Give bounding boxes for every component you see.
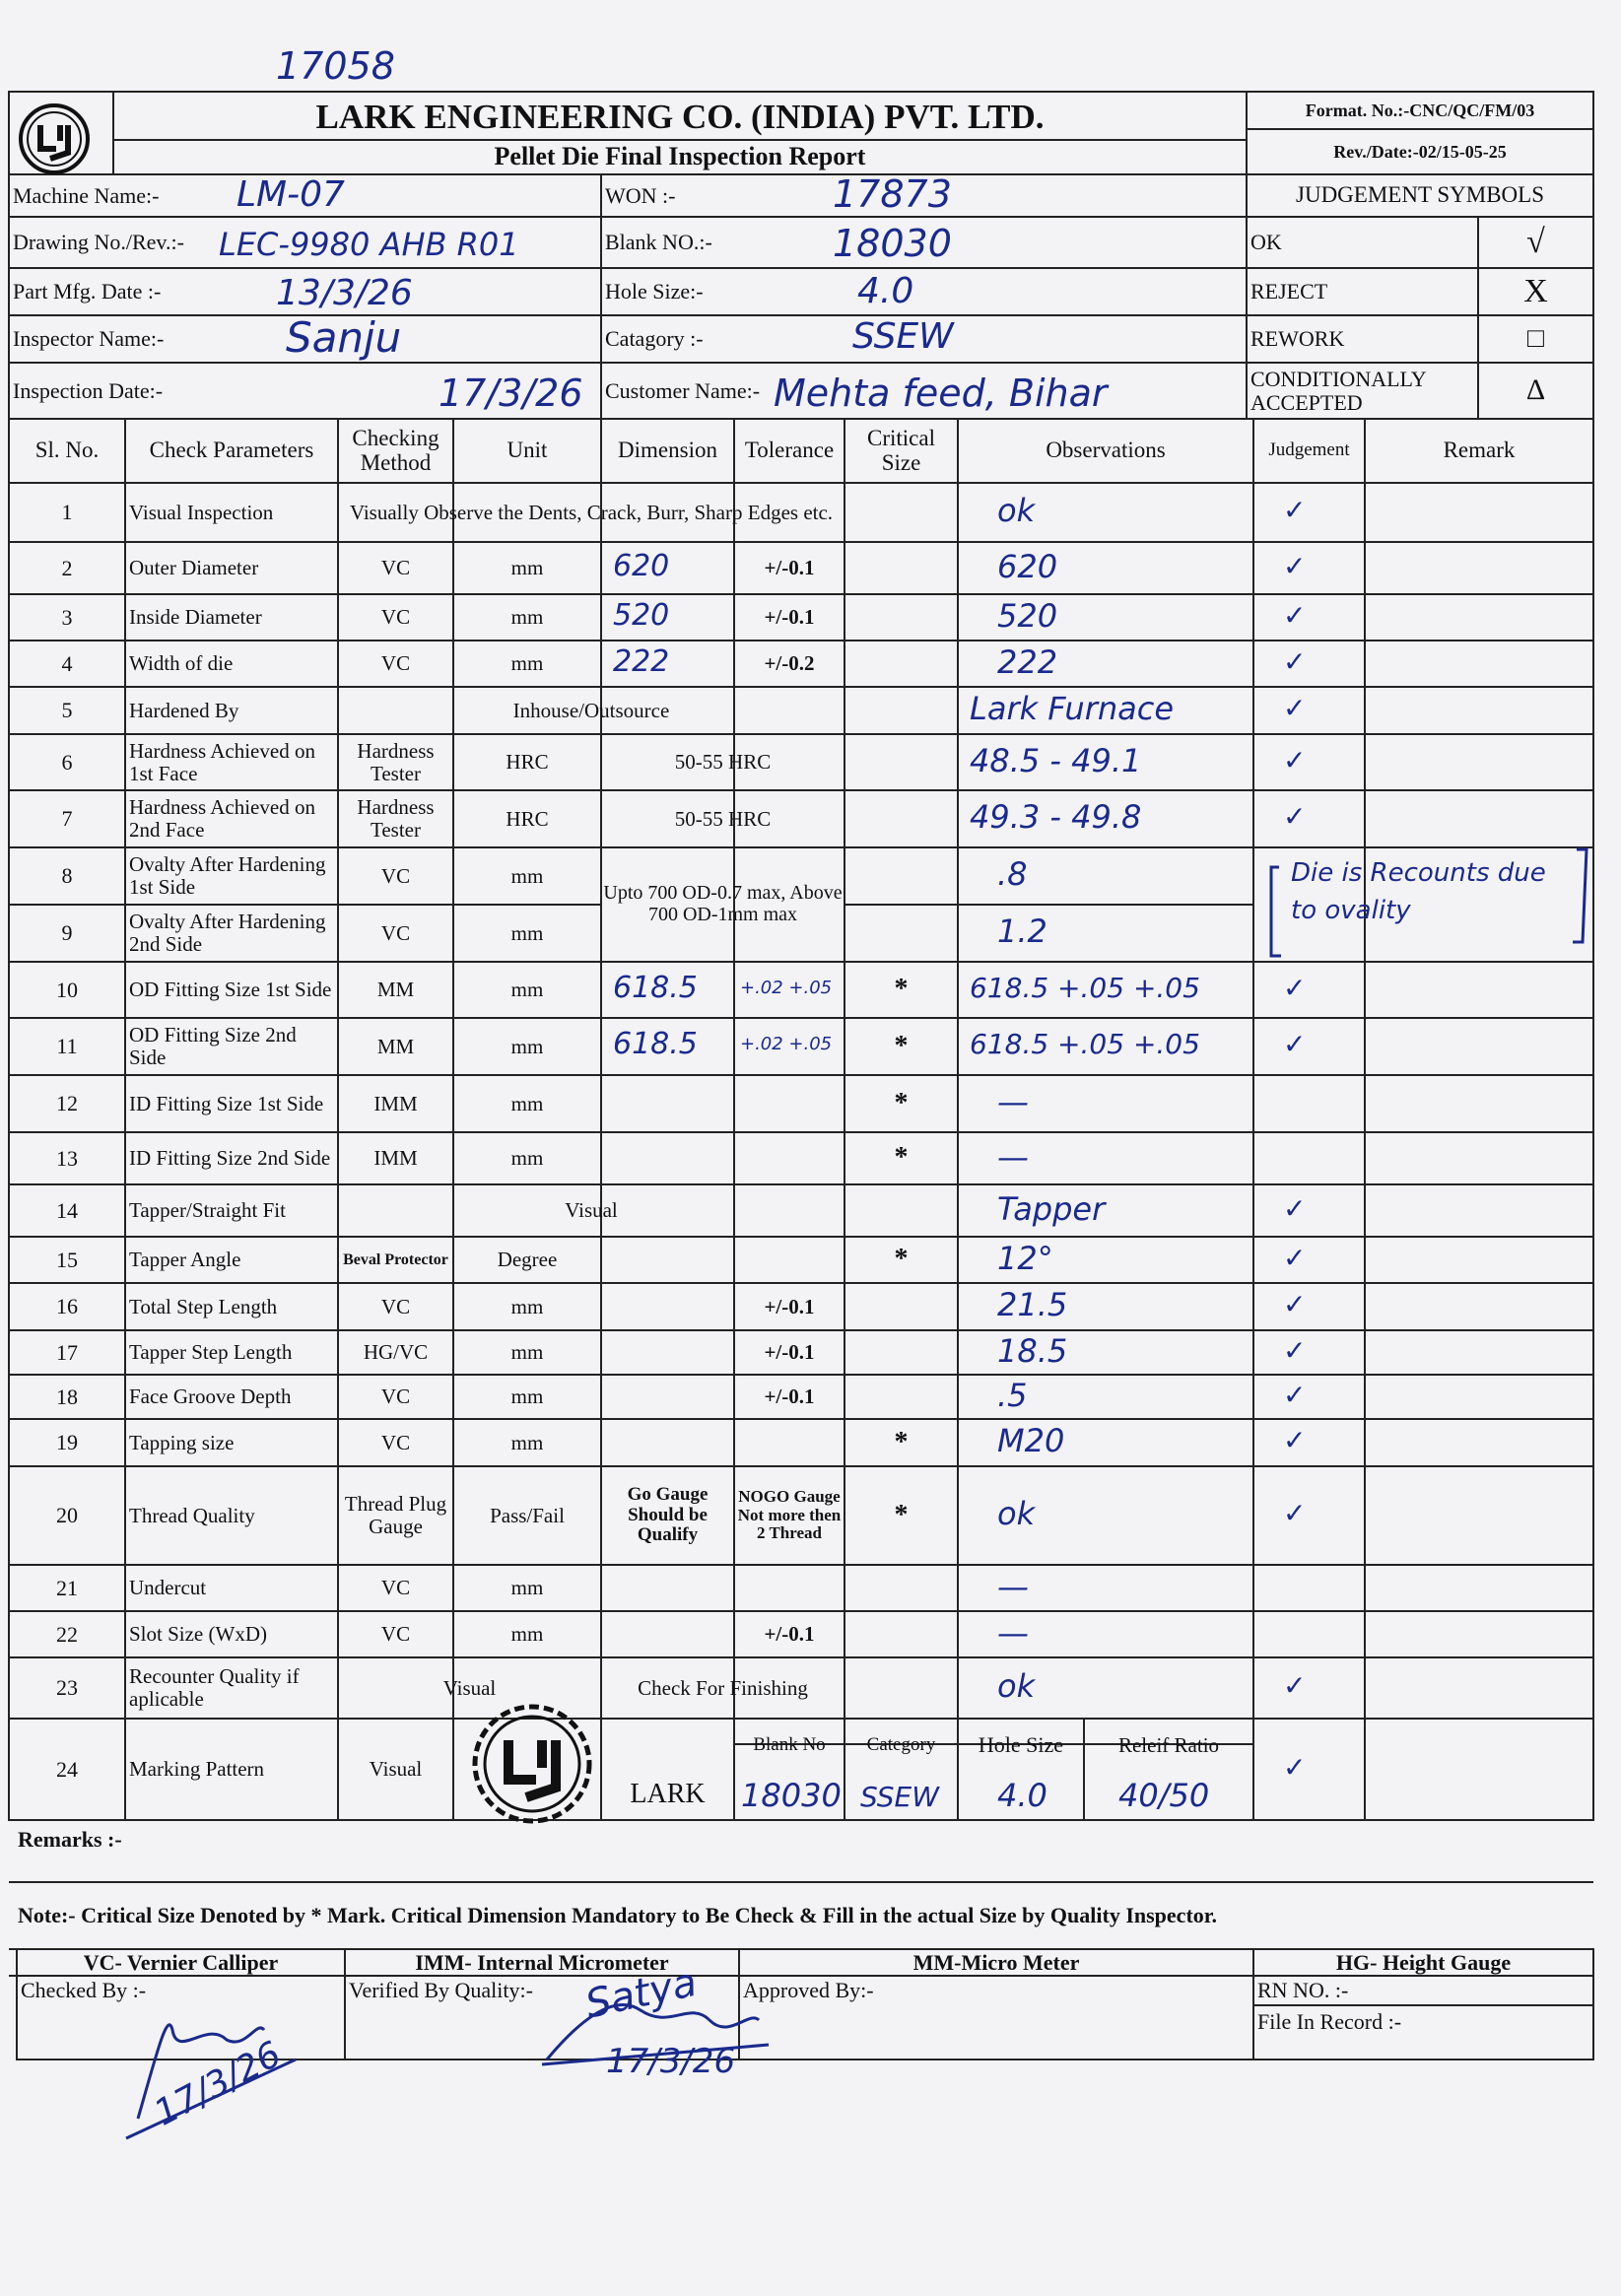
row-checking-method: Visual (369, 1757, 423, 1782)
row-checking-method: IMM (373, 1146, 418, 1171)
row-parameter: Tapping size (129, 1430, 235, 1454)
row-number: 9 (61, 920, 73, 946)
col-observations: Observations (1046, 438, 1166, 463)
symbol-ok-label: OK (1250, 230, 1282, 255)
row-checking-method: VC (380, 651, 411, 676)
row-observation: Lark Furnace (970, 690, 1175, 727)
row-critical-mark: * (894, 1244, 909, 1275)
row-parameter: Hardness Achieved on 1st Face (129, 738, 315, 785)
row-judgement-tick: ✓ (1283, 1669, 1307, 1702)
drawing-no-value: LEC-9980 AHB R01 (219, 226, 519, 263)
blank-no-value: 18030 (833, 222, 952, 265)
row-parameter: Inside Diameter (129, 605, 262, 630)
row-unit: mm (510, 1294, 544, 1318)
row-unit: mm (510, 1622, 544, 1647)
row-judgement-tick: ✓ (1283, 800, 1307, 833)
row-judgement-tick: ✓ (1283, 1288, 1307, 1320)
row-judgement-tick: ✓ (1283, 1191, 1307, 1225)
ovality-remark: Die is Recounts due to ovality (1291, 858, 1546, 925)
col-tolerance: Tolerance (744, 438, 835, 463)
row-critical-mark: * (894, 1142, 909, 1174)
row-number: 22 (56, 1621, 78, 1647)
row-parameter: OD Fitting Size 1st Side (129, 978, 332, 1002)
col-sl-no: Sl. No. (34, 438, 100, 463)
company-name: LARK ENGINEERING CO. (INDIA) PVT. LTD. (315, 97, 1045, 136)
hole-size-value: 4.0 (857, 271, 914, 311)
company-logo (21, 105, 88, 172)
row-unit: mm (510, 920, 544, 945)
col-remark: Remark (1443, 438, 1516, 463)
revision-date: Rev./Date:-02/15-05-25 (1333, 142, 1507, 163)
row-checking-method: Hardness Tester (357, 795, 435, 842)
row-observation: M20 (997, 1422, 1065, 1459)
row-parameter: Tapper Step Length (129, 1340, 293, 1365)
row-tolerance-handwritten: +.02 +.05 (740, 1034, 833, 1054)
row-checking-method: VC (380, 1430, 411, 1454)
row-observation: — (997, 1137, 1029, 1176)
row-unit: Pass/Fail (490, 1503, 565, 1527)
row-checking-method: VC (380, 1576, 411, 1600)
row-parameter: Tapper Angle (129, 1248, 241, 1272)
row-observation: — (997, 1083, 1029, 1120)
row-checking-method: VC (380, 1294, 411, 1318)
row-checking-method: Hardness Tester (357, 738, 435, 785)
machine-name-value: LM-07 (236, 174, 345, 215)
row-judgement-tick: ✓ (1283, 1241, 1307, 1274)
marking-relief-value: 40/50 (1118, 1777, 1210, 1814)
row-unit: HRC (506, 806, 549, 831)
row-checking-method: Visual (442, 1675, 497, 1700)
row-checking-method: MM (376, 978, 415, 1002)
row-checking-method: VC (380, 605, 411, 630)
row-judgement-tick: ✓ (1283, 1424, 1307, 1456)
row-observation: ok (997, 492, 1036, 529)
row-dimension-handwritten: 620 (613, 548, 670, 583)
symbol-reject-mark: X (1523, 272, 1548, 309)
row-number: 23 (56, 1675, 78, 1701)
symbol-conditional-mark: Δ (1525, 373, 1546, 407)
row-judgement-tick: ✓ (1283, 598, 1307, 632)
row-unit: mm (510, 1384, 544, 1409)
row-parameter: Ovalty After Hardening 2nd Side (129, 910, 326, 956)
row-number: 13 (56, 1145, 78, 1171)
row-judgement-tick: ✓ (1283, 692, 1307, 724)
row-unit: mm (510, 1430, 544, 1454)
row-number: 24 (56, 1756, 78, 1782)
row-observation: ok (997, 1495, 1036, 1532)
row-parameter: Visual Inspection (129, 500, 274, 524)
rn-no-label: RN NO. :- (1257, 1978, 1349, 2003)
row-parameter: Ovalty After Hardening 1st Side (129, 852, 326, 899)
ovality-spec: Upto 700 OD-0.7 max, Above 700 OD-1mm max (603, 882, 843, 925)
won-label: WON :- (605, 182, 676, 208)
blank-no-label: Blank NO.:- (605, 230, 712, 255)
row-number: 7 (61, 806, 73, 832)
approved-by-label: Approved By:- (743, 1978, 874, 2003)
row-parameter: ID Fitting Size 2nd Side (129, 1146, 331, 1171)
row-parameter: Slot Size (WxD) (129, 1622, 267, 1647)
verified-by-label: Verified By Quality:- (349, 1978, 533, 2003)
row-judgement-tick: ✓ (1283, 1378, 1307, 1411)
col-dimension: Dimension (618, 438, 717, 463)
category-label: Catagory :- (605, 326, 704, 352)
row-parameter: ID Fitting Size 1st Side (129, 1091, 324, 1115)
row-judgement-tick: ✓ (1283, 1028, 1307, 1060)
row-unit: mm (510, 651, 544, 676)
row-unit: mm (510, 556, 544, 580)
row-unit: mm (510, 1034, 544, 1058)
row-critical-mark: * (894, 1030, 909, 1061)
marking-hole-size-value: 4.0 (997, 1777, 1047, 1814)
legend-vc: VC- Vernier Calliper (83, 1949, 279, 1975)
row-tolerance: +/-0.1 (764, 556, 815, 580)
row-number: 20 (56, 1503, 78, 1528)
row-unit: mm (510, 1576, 544, 1600)
row-tolerance: NOGO Gauge Not more then 2 Thread (737, 1487, 842, 1543)
marking-blank-no-value: 18030 (741, 1777, 842, 1814)
row-checking-method: Visually Observe the Dents, Crack, Burr, Sharp Edges etc. (349, 500, 834, 524)
row-number: 19 (56, 1430, 78, 1455)
row-checking-method: VC (380, 1622, 411, 1647)
symbol-ok-mark: √ (1526, 223, 1545, 260)
row-checking-method: Thread Plug Gauge (344, 1492, 447, 1538)
row-dimension-handwritten: 222 (613, 643, 670, 679)
row-judgement-tick: ✓ (1283, 1497, 1307, 1529)
inspection-date-label: Inspection Date:- (13, 377, 164, 403)
symbol-rework-mark: □ (1527, 322, 1544, 354)
row-observation: 618.5 +.05 +.05 (970, 1028, 1200, 1060)
row-tolerance: +/-0.1 (764, 1340, 815, 1365)
col-unit: Unit (507, 438, 548, 463)
row-parameter: Hardness Achieved on 2nd Face (129, 795, 315, 842)
row-checking-method: Visual (565, 1198, 618, 1223)
symbol-reject-label: REJECT (1250, 279, 1328, 304)
row-tolerance-handwritten: +.02 +.05 (740, 977, 833, 998)
row-number: 18 (56, 1384, 78, 1409)
row-parameter: Hardened By (129, 698, 239, 722)
row-parameter: Outer Diameter (129, 556, 259, 580)
row-unit: mm (510, 1146, 544, 1171)
report-title: Pellet Die Final Inspection Report (494, 142, 866, 171)
row-observation: 21.5 (997, 1286, 1068, 1323)
customer-name-value: Mehta feed, Bihar (774, 371, 1108, 415)
legend-imm: IMM- Internal Micrometer (415, 1949, 669, 1975)
mfg-date-label: Part Mfg. Date :- (13, 279, 162, 304)
row-parameter: Face Groove Depth (129, 1384, 292, 1409)
marking-blank-no-label: Blank No (753, 1733, 826, 1755)
machine-name-label: Machine Name:- (13, 182, 160, 208)
marking-hole-size-label: Hole Size (978, 1732, 1064, 1758)
drawing-no-label: Drawing No./Rev.:- (13, 230, 184, 255)
legend-hg: HG- Height Gauge (1335, 1949, 1512, 1975)
row-number: 10 (56, 977, 78, 1002)
row-dimension-handwritten: 520 (613, 597, 670, 633)
row-dimension-handwritten: 618.5 (613, 970, 698, 1005)
row-number: 3 (61, 604, 73, 630)
row-checking-method: VC (380, 556, 411, 580)
row-dimension-handwritten: 618.5 (613, 1027, 698, 1061)
legend-mm: MM-Micro Meter (912, 1949, 1080, 1975)
col-check-parameters: Check Parameters (149, 438, 314, 463)
row-observation: 49.3 - 49.8 (970, 798, 1142, 836)
checked-by-sign-date: 17/3/26 (148, 2034, 288, 2134)
row-observation: 1.2 (997, 912, 1047, 950)
row-judgement-tick: ✓ (1283, 1333, 1307, 1367)
row-observation: 18.5 (997, 1331, 1068, 1370)
critical-size-note: Note:- Critical Size Denoted by * Mark. Critical Dimension Mandatory to Be Check & Fill in the actual Size by Quality Inspector. (18, 1903, 1218, 1928)
row-tolerance: +/-0.1 (764, 605, 815, 630)
row-number: 6 (61, 749, 73, 775)
row-checking-method: Inhouse/Outsource (512, 698, 670, 722)
row-checking-method: VC (380, 863, 411, 888)
row-parameter: Marking Pattern (129, 1757, 265, 1782)
checked-by-label: Checked By :- (21, 1978, 147, 2003)
row-number: 8 (61, 863, 73, 889)
row-observation: 520 (997, 596, 1058, 635)
inspector-name-value: Sanju (286, 313, 402, 362)
row-number: 16 (56, 1294, 78, 1319)
row-unit: mm (510, 863, 544, 888)
row-unit: Degree (497, 1248, 558, 1272)
row-unit: mm (510, 1340, 544, 1365)
row-checking-method: HG/VC (363, 1340, 429, 1365)
row-observation: 12° (997, 1239, 1053, 1277)
row-parameter: Width of die (129, 651, 234, 676)
row-parameter: Total Step Length (129, 1294, 278, 1318)
row-number: 21 (56, 1575, 78, 1600)
row-number: 11 (56, 1034, 78, 1059)
col-judgement: Judgement (1268, 439, 1350, 461)
row-number: 5 (61, 698, 73, 723)
row-unit: mm (510, 605, 544, 630)
row-number: 15 (56, 1247, 78, 1272)
verified-by-sign-date: 17/3/26 (606, 2042, 736, 2081)
row-checking-method: MM (376, 1034, 415, 1058)
file-in-record-label: File In Record :- (1257, 2009, 1402, 2035)
verified-by-sign-name: Satya (581, 1959, 702, 2028)
row-judgement-tick: ✓ (1283, 549, 1307, 582)
customer-name-label: Customer Name:- (605, 377, 761, 403)
row-observation: 222 (997, 642, 1058, 681)
row-judgement-tick: ✓ (1283, 494, 1307, 526)
row-tolerance: +/-0.1 (764, 1622, 815, 1647)
marking-lark-label: LARK (630, 1778, 706, 1809)
marking-category-label: Category (866, 1733, 936, 1755)
remarks-label: Remarks :- (18, 1827, 122, 1853)
row-judgement-tick: ✓ (1283, 971, 1307, 1004)
row-observation: Tapper (997, 1189, 1106, 1228)
row-number: 2 (61, 555, 73, 580)
row-checking-method: Beval Protector (343, 1250, 448, 1268)
row-judgement-tick: ✓ (1283, 644, 1307, 678)
row-observation: .8 (997, 855, 1028, 893)
col-critical-size: Critical Size (867, 425, 935, 475)
row-parameter: Tapper/Straight Fit (129, 1198, 286, 1223)
marking-logo (475, 1707, 589, 1821)
marking-category-value: SSEW (860, 1781, 939, 1813)
row-dimension: Go Gauge Should be Qualify (627, 1484, 709, 1546)
row-tolerance: +/-0.2 (764, 651, 815, 676)
row-dimension: Check For Finishing (638, 1675, 808, 1700)
category-value: SSEW (852, 316, 954, 357)
marking-relief-label: Releif Ratio (1117, 1732, 1220, 1757)
handwritten-doc-number: 17058 (276, 44, 395, 88)
hole-size-label: Hole Size:- (605, 279, 704, 304)
row-observation: — (997, 1613, 1029, 1652)
row-number: 17 (56, 1339, 78, 1365)
row-unit: mm (510, 978, 544, 1002)
row-parameter: Thread Quality (129, 1503, 255, 1527)
row-number: 1 (61, 500, 73, 525)
row-parameter: Undercut (129, 1576, 207, 1600)
row-number: 4 (61, 650, 73, 676)
symbol-rework-label: REWORK (1250, 326, 1345, 352)
row-number: 12 (56, 1091, 78, 1116)
row-judgement-tick: ✓ (1283, 743, 1307, 777)
row-observation: 618.5 +.05 +.05 (970, 971, 1200, 1004)
row-critical-mark: * (894, 1499, 909, 1530)
row-parameter: Recounter Quality if aplicable (129, 1664, 300, 1711)
inspector-name-label: Inspector Name:- (13, 326, 165, 352)
row-checking-method: VC (380, 920, 411, 945)
row-critical-mark: * (894, 1426, 909, 1457)
row-dimension: 50-55 HRC (674, 806, 772, 831)
row-critical-mark: * (894, 1087, 909, 1118)
row-number: 14 (56, 1197, 78, 1223)
row-tolerance: +/-0.1 (764, 1384, 815, 1409)
mfg-date-value: 13/3/26 (276, 273, 413, 313)
row-unit: mm (510, 1091, 544, 1115)
row-observation: — (997, 1567, 1029, 1605)
row-tolerance: +/-0.1 (764, 1294, 815, 1318)
row-parameter: OD Fitting Size 2nd Side (129, 1023, 297, 1069)
col-checking-method: Checking Method (352, 425, 439, 475)
row-observation: ok (997, 1667, 1036, 1705)
row-observation: .5 (997, 1376, 1028, 1414)
won-value: 17873 (833, 172, 952, 216)
inspection-date-value: 17/3/26 (439, 371, 583, 415)
row-checking-method: VC (380, 1384, 411, 1409)
row-dimension: 50-55 HRC (674, 750, 772, 775)
format-number: Format. No.:-CNC/QC/FM/03 (1305, 101, 1535, 121)
symbol-conditional-label: CONDITIONALLY ACCEPTED (1250, 366, 1426, 415)
row-checking-method: IMM (373, 1091, 418, 1115)
row-observation: 620 (997, 547, 1058, 585)
row-judgement-tick: ✓ (1283, 1750, 1307, 1784)
row-observation: 48.5 - 49.1 (970, 741, 1142, 779)
row-critical-mark: * (894, 974, 909, 1005)
judgement-symbols-title: JUDGEMENT SYMBOLS (1296, 182, 1544, 208)
row-unit: HRC (506, 750, 549, 775)
